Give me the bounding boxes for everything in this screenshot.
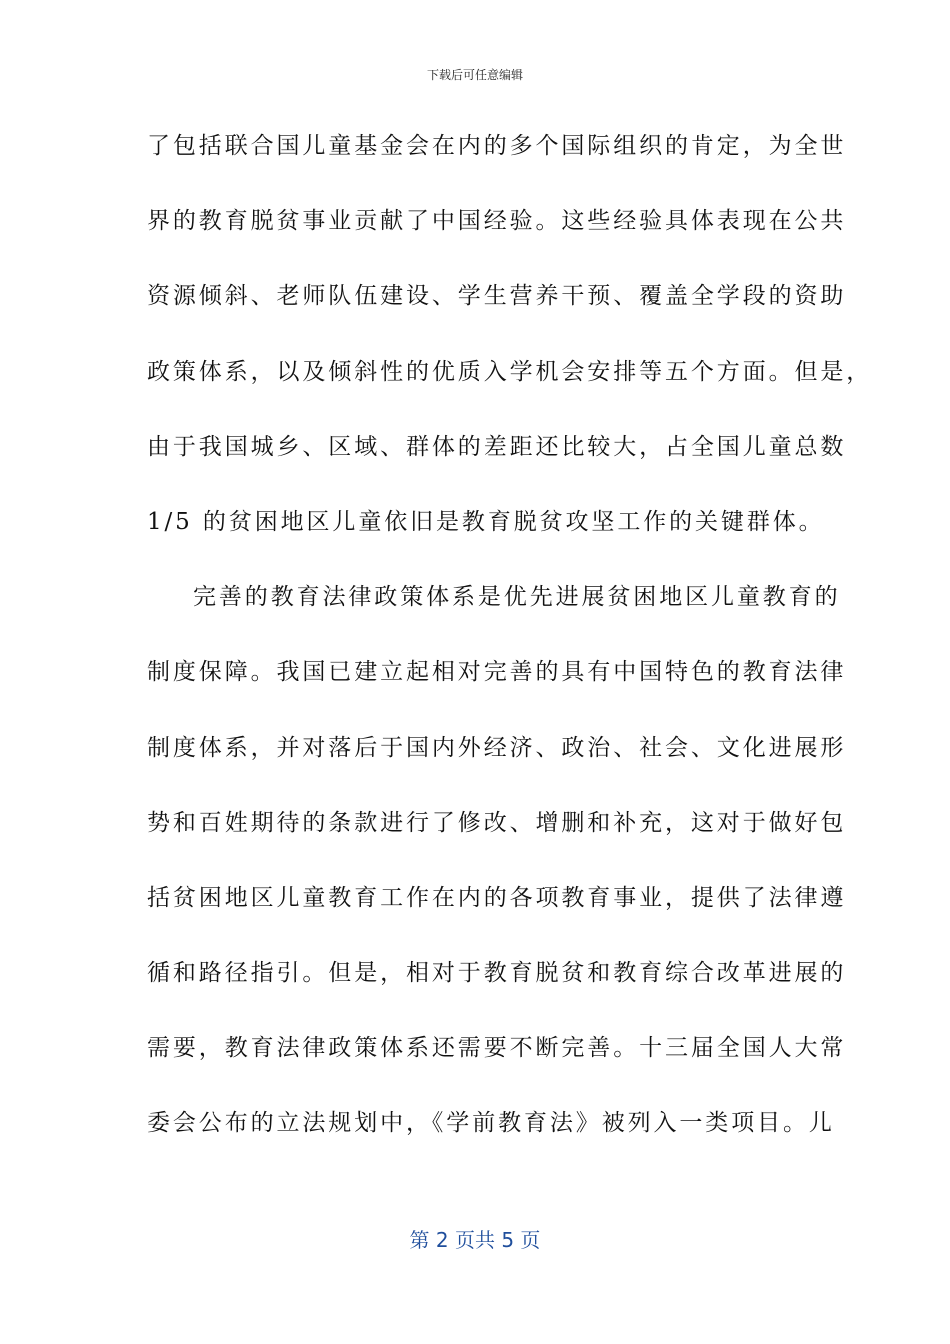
text-line: 界的教育脱贫事业贡献了中国经验。这些经验具体表现在公共: [147, 208, 847, 235]
paragraph-start-line: 完善的教育法律政策体系是优先进展贫困地区儿童教育的: [193, 584, 841, 611]
page-header: 下载后可任意编辑: [426, 68, 523, 82]
text-line: 委会公布的立法规划中，《学前教育法》被列入一类项目。儿: [147, 1110, 835, 1137]
text-line: 循和路径指引。但是，相对于教育脱贫和教育综合改革进展的: [147, 960, 847, 987]
page-footer: 第 2 页共 5 页: [409, 1228, 541, 1252]
text-line: 资源倾斜、老师队伍建设、学生营养干预、覆盖全学段的资助: [147, 283, 847, 310]
text-line: 由于我国城乡、区域、群体的差距还比较大，占全国儿童总数: [147, 433, 847, 460]
text-line: 势和百姓期待的条款进行了修改、增删和补充，这对于做好包: [147, 809, 847, 836]
text-line: 1/5 的贫困地区儿童依旧是教育脱贫攻坚工作的关键群体。: [147, 508, 825, 535]
text-line: 需要，教育法律政策体系还需要不断完善。十三届全国人大常: [147, 1035, 847, 1062]
text-line: 政策体系，以及倾斜性的优质入学机会安排等五个方面。但是，: [147, 358, 873, 385]
text-line: 括贫困地区儿童教育工作在内的各项教育事业，提供了法律遵: [147, 884, 847, 911]
text-line: 制度体系，并对落后于国内外经济、政治、社会、文化进展形: [147, 734, 847, 761]
text-line: 制度保障。我国已建立起相对完善的具有中国特色的教育法律: [147, 659, 847, 686]
document-body: [147, 124, 873, 1177]
text-line: 了包括联合国儿童基金会在内的多个国际组织的肯定，为全世: [147, 133, 847, 159]
